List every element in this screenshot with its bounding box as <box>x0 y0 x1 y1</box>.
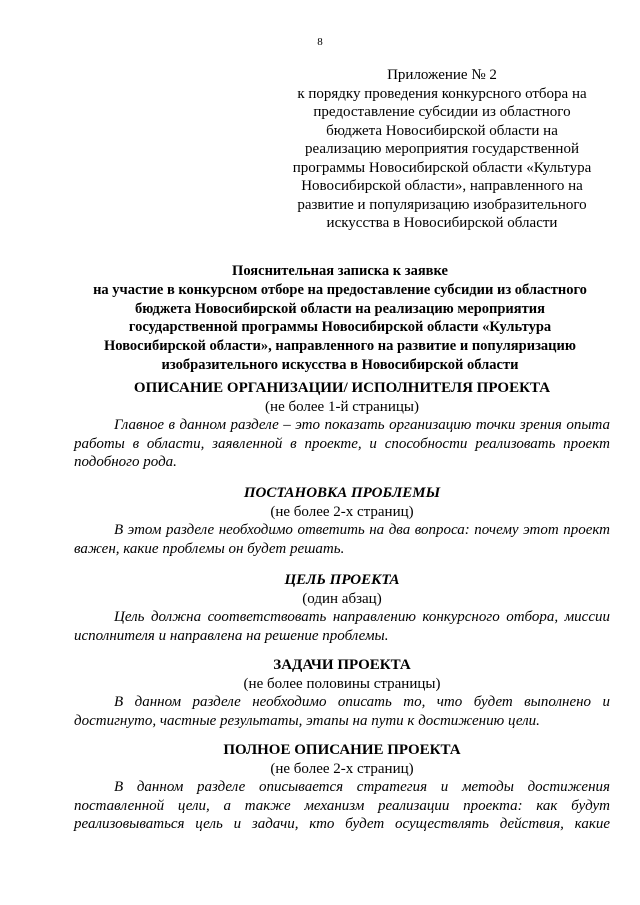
annex-line: искусства в Новосибирской области <box>326 215 558 231</box>
annex-line: реализацию мероприятия государственной <box>305 141 579 157</box>
section-problem <box>74 484 610 558</box>
section-limit: (не более 1-й страницы) <box>265 399 419 415</box>
annex-line: развитие и популяризацию изобразительного <box>297 196 587 213</box>
section-full-description <box>74 741 610 834</box>
title-line: Пояснительная записка к заявке <box>232 263 448 279</box>
section-text: В данном разделе необходимо описать то, что будет выполнено и достигнуто, частные результаты, этапы на пути к достижению цели. <box>74 694 610 729</box>
section-limit: (не более половины страницы) <box>243 676 441 692</box>
section-goal <box>74 571 610 645</box>
title-line: на участие в конкурсном отборе на предоставление субсидии из областного <box>93 281 587 298</box>
page-number: 8 <box>317 36 323 48</box>
annex-line: бюджета Новосибирской области на <box>326 122 558 139</box>
section-organization <box>74 379 610 472</box>
section-limit: (один абзац) <box>302 591 382 607</box>
title-line: Новосибирской области», направленного на развитие и популяризацию <box>104 338 576 355</box>
section-text: В этом разделе необходимо ответить на два вопроса: почему этот проект важен, какие проблемы он будет решать. <box>74 522 610 557</box>
section-heading: ОПИСАНИЕ ОРГАНИЗАЦИИ/ ИСПОЛНИТЕЛЯ ПРОЕКТА <box>133 380 551 396</box>
section-heading: ЦЕЛЬ ПРОЕКТА <box>284 572 400 588</box>
annex-line: программы Новосибирской области «Культура <box>292 159 592 176</box>
section-heading: ЗАДАЧИ ПРОЕКТА <box>273 657 411 673</box>
title-line: изобразительного искусства в Новосибирской области <box>161 356 519 373</box>
title-line: государственной программы Новосибирской области «Культура <box>128 319 552 336</box>
section-heading: ПОСТАНОВКА ПРОБЛЕМЫ <box>243 485 441 501</box>
section-tasks <box>74 656 610 730</box>
annex-line: предоставление субсидии из областного <box>313 104 571 120</box>
title-line: бюджета Новосибирской области на реализацию мероприятия <box>135 300 545 317</box>
annex-header <box>286 66 598 233</box>
section-text: В данном разделе описывается стратегия и методы достижения поставленной цели, а также механизм реализации проекта: как будут реализовываться цель и задачи, кто будет осуществлять действия, какие <box>74 779 610 833</box>
annex-line: Приложение № 2 <box>387 67 497 83</box>
section-heading: ПОЛНОЕ ОПИСАНИЕ ПРОЕКТА <box>223 742 461 758</box>
section-limit: (не более 2-х страниц) <box>270 504 414 520</box>
section-text: Цель должна соответствовать направлению конкурсного отбора, миссии исполнителя и направлена на решение проблемы. <box>74 609 610 644</box>
annex-line: к порядку проведения конкурсного отбора на <box>297 85 587 102</box>
annex-line: Новосибирской области», направленного на <box>301 178 583 194</box>
document-title <box>60 262 620 375</box>
section-limit: (не более 2-х страниц) <box>270 761 414 777</box>
section-text: Главное в данном разделе – это показать организацию точки зрения опыта работы в области, заявленной в проекте, и способности реализовать проект подобного рода. <box>74 417 610 471</box>
